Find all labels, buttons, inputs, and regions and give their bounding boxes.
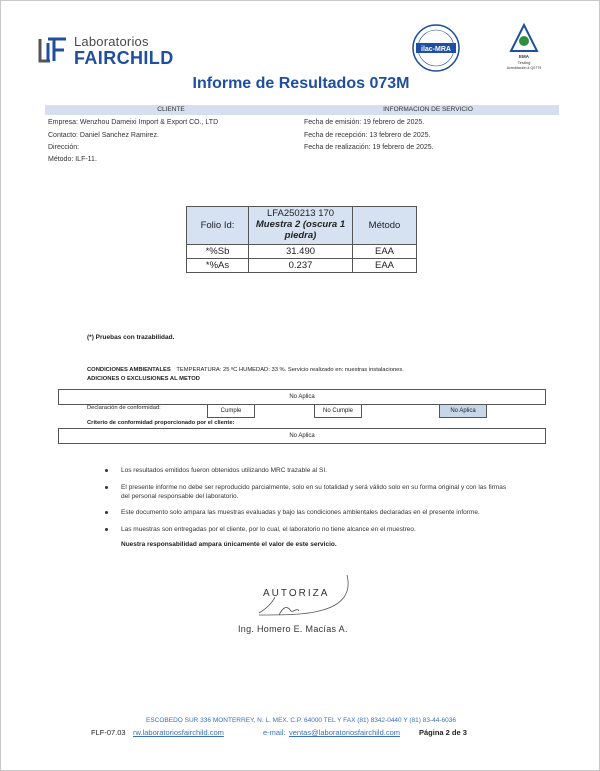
fecha-emision: Fecha de emisión: 19 febrero de 2025.	[304, 119, 425, 126]
criterio-label: Criterio de conformidad proporcionado por el cliente:	[87, 420, 235, 426]
ilac-mra-seal-icon	[411, 23, 461, 73]
param-cell: *%Sb	[187, 245, 249, 259]
lf-logo-icon	[38, 35, 68, 65]
header-sample-cell	[249, 207, 353, 245]
footer-page-number: Página 2 de 3	[419, 728, 467, 737]
fecha-recepcion: Fecha de recepción: 13 febrero de 2025.	[304, 132, 431, 139]
footer-web-link[interactable]: rw.laboratoriosfairchild.com	[133, 728, 224, 737]
ema-accreditation-seal: EMA Testing Acreditación # Q0779	[501, 21, 547, 73]
declaracion-label: Declaración de conformidad:	[87, 405, 161, 411]
fairchild-logo	[38, 33, 188, 69]
client-metodo: Método: ILF-11.	[48, 156, 97, 163]
ema-accreditation-number: Acreditación # Q0779	[506, 66, 542, 70]
param-cell: *%As	[187, 259, 249, 273]
footer-email-link[interactable]: ventas@laboratoriosfairchild.com	[289, 728, 400, 737]
condiciones-text: TEMPERATURA: 25 ºC HUMEDAD: 33 %. Servicio realizado en: nuestras instalaciones.	[176, 367, 404, 373]
notes-list	[105, 467, 515, 543]
cumple-option: Cumple	[207, 404, 255, 418]
list-item: Las muestras son entregadas por el cliente, por lo cual, el laboratorio no tiene alcance en el muestreo.	[105, 526, 515, 535]
signer-name: Ing. Homero E. Macías A.	[238, 624, 348, 634]
results-table	[186, 206, 417, 273]
autoriza-label: AUTORIZA	[263, 588, 330, 599]
svg-text:ilac-MRA: ilac-MRA	[421, 46, 451, 53]
method-cell: EAA	[353, 245, 417, 259]
servicio-section-header: INFORMACION DE SERVICIO	[297, 105, 559, 115]
client-contacto: Contacto: Daniel Sanchez Ramirez.	[48, 132, 159, 139]
table-row	[187, 259, 417, 273]
ema-logo-icon	[501, 21, 547, 55]
condiciones-line	[87, 367, 404, 373]
method-cell: EAA	[353, 259, 417, 273]
list-item: Este documento solo ampara las muestras evaluadas y bajo las condiciones ambientales declaradas en el presente informe.	[105, 509, 515, 518]
responsabilidad-note: Nuestra responsabilidad ampara únicamente el valor de este servicio.	[121, 541, 337, 548]
ema-testing-label: Testing	[517, 60, 531, 65]
footer-address: ESCOBEDO SUR 336 MONTERREY, N. L. MEX. C.P. 64000 TEL Y FAX (81) 8342-0440 Y (81) 83-44-6036	[146, 717, 456, 724]
header-metodo: Método	[353, 207, 417, 245]
fecha-realizacion: Fecha de realización: 19 febrero de 2025.	[304, 144, 434, 151]
logo-text-big: FAIRCHILD	[74, 48, 174, 68]
footer-email-label: e-mail:	[263, 728, 286, 737]
value-cell: 31.490	[249, 245, 353, 259]
value-cell: 0.237	[249, 259, 353, 273]
no-aplica-option: No Aplica	[439, 404, 487, 418]
sample-description: Muestra 2 (oscura 1 piedra)	[255, 219, 346, 241]
criterio-box: No Aplica	[58, 428, 546, 444]
adiciones-label: ADICIONES O EXCLUSIONES AL METOD	[87, 376, 200, 382]
client-empresa: Empresa: Wenzhou Dameixi Import & Export CO., LTD	[48, 119, 219, 126]
list-item: Los resultados emitidos fueron obtenidos utilizando MRC trazable al SI.	[105, 467, 515, 476]
cliente-section-header: CLIENTE	[45, 105, 297, 115]
condiciones-label: CONDICIONES AMBIENTALES	[87, 367, 171, 373]
footer-code: FLF-07.03	[91, 728, 126, 737]
table-row	[187, 245, 417, 259]
folio-id: LFA250213 170	[266, 208, 335, 220]
header-folio-label: Folio Id:	[187, 207, 249, 245]
results-header-row	[187, 207, 417, 245]
trazabilidad-note: (*) Pruebas con trazabilidad.	[87, 334, 175, 341]
report-title: Informe de Resultados 073M	[192, 75, 410, 92]
logo-text-small: Laboratorios	[74, 34, 149, 49]
list-item: El presente informe no debe ser reproducido parcialmente, solo en su totalidad y será válido solo en su forma original y con las firmas del personal responsable del laboratorio.	[105, 484, 515, 502]
no-cumple-option: No Cumple	[314, 404, 362, 418]
client-direccion: Dirección:	[48, 144, 80, 151]
adiciones-box: No Aplica	[58, 389, 546, 405]
